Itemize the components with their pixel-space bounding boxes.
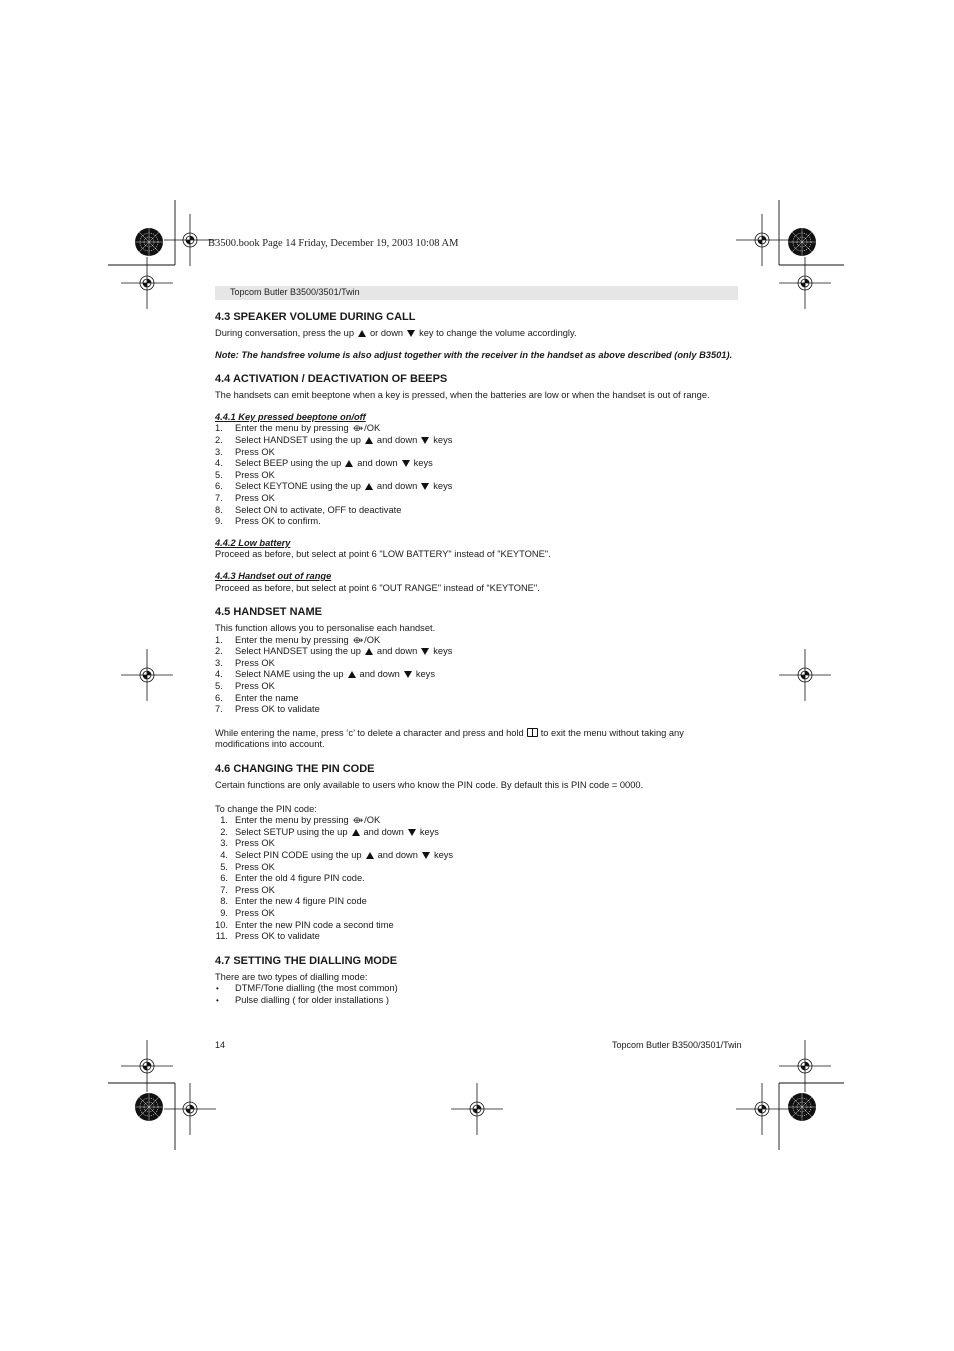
list-item: 9. Press OK to confirm. [215,516,321,527]
page-number: 14 [215,1040,226,1050]
volume-instruction: During conversation, press the up or down key to change the volume accordingly. [215,328,577,338]
running-header-bar [215,286,738,300]
list-item: • Pulse dialling ( for older installations ) [216,994,389,1005]
subsection-title-4-4-1: 4.4.1 Key pressed beeptone on/off [215,411,366,422]
up-arrow-icon [365,437,373,444]
list-item: 8. Enter the new 4 figure PIN code [220,896,367,907]
list-item: 1. Enter the menu by pressing ⟴/OK [215,423,381,434]
beeps-intro: The handsets can emit beeptone when a key is pressed, when the batteries are low or when the handset is out of range. [215,390,710,401]
list-item: 5. Press OK [215,681,275,692]
list-item: 6. Select KEYTONE using the up and down keys [215,481,453,492]
list-item: 3. Press OK [220,838,275,849]
up-arrow-icon [366,852,374,859]
book-header-note: B3500.book Page 14 Friday, December 19, 2003 10:08 AM [208,238,459,249]
down-arrow-icon [407,330,415,337]
list-item: 1. Enter the menu by pressing ⟴/OK [215,634,381,645]
low-battery-text: Proceed as before, but select at point 6 "LOW BATTERY" instead of "KEYTONE". [215,549,551,560]
dialling-modes [215,983,739,1006]
beeptone-steps [215,423,739,527]
down-arrow-icon [402,460,410,467]
up-arrow-icon [348,671,356,678]
phonebook-key-icon [527,728,538,737]
up-arrow-icon [345,460,353,467]
name-entry-hint: While entering the name, press ‘c’ to delete a character and press and hold to exit the menu without taking any modifications into account. [215,727,684,750]
section-title-4-6: 4.6 CHANGING THE PIN CODE [215,763,375,776]
menu-key-icon: ⟴ [352,815,364,826]
pin-lead: To change the PIN code: [215,803,317,814]
up-arrow-icon [358,330,366,337]
list-item: 10. Enter the new PIN code a second time [215,919,394,930]
handsfree-note: Note: The handsfree volume is also adjust together with the receiver in the handset as above described (only B3501). [215,349,733,360]
section-title-4-7: 4.7 SETTING THE DIALLING MODE [215,954,398,967]
list-item: 1. Enter the menu by pressing ⟴/OK [220,815,381,826]
list-item: 4. Select PIN CODE using the up and down keys [220,850,454,860]
list-item: 3. Press OK [215,657,275,668]
handset-name-steps [215,635,739,716]
subsection-title-4-4-2: 4.4.2 Low battery [215,537,291,548]
down-arrow-icon [404,671,412,678]
list-item: 7. Press OK to validate [215,704,320,715]
menu-key-icon: ⟴ [352,423,364,434]
menu-key-icon: ⟴ [352,634,364,645]
section-title-4-5: 4.5 HANDSET NAME [215,606,322,619]
list-item: 5. Press OK [220,861,275,872]
up-arrow-icon [352,829,360,836]
list-item: 5. Press OK [215,469,275,480]
list-item: 7. Press OK [215,492,275,503]
list-item: 11. Press OK to validate [215,931,320,942]
list-item: 2. Select SETUP using the up and down keys [220,826,439,837]
page-body [215,311,739,1007]
out-of-range-text: Proceed as before, but select at point 6 "OUT RANGE" instead of “KEYTONE". [215,582,540,593]
down-arrow-icon [422,852,430,859]
list-item: 4. Select BEEP using the up and down keys [215,458,433,469]
list-item: 6. Enter the old 4 figure PIN code. [220,873,365,884]
list-item: 7. Press OK [220,884,275,895]
list-item: 6. Enter the name [215,692,299,703]
bullet-icon: • [216,984,219,994]
handset-name-intro: This function allows you to personalise each handset. [215,623,436,634]
down-arrow-icon [408,829,416,836]
dialling-intro: There are two types of dialling mode: [215,971,368,982]
list-item: 8. Select ON to activate, OFF to deactivate [215,504,402,515]
section-title-4-3: 4.3 SPEAKER VOLUME DURING CALL [215,311,416,323]
down-arrow-icon [421,483,429,490]
list-item: 4. Select NAME using the up and down keys [215,669,435,680]
pin-steps [215,815,739,943]
bullet-icon: • [216,995,219,1005]
list-item: 9. Press OK [220,907,275,918]
section-title-4-4: 4.4 ACTIVATION / DEACTIVATION OF BEEPS [215,373,448,386]
down-arrow-icon [421,437,429,444]
list-item: • DTMF/Tone dialling (the most common) [216,983,398,994]
up-arrow-icon [365,648,373,655]
up-arrow-icon [365,483,373,490]
list-item: 2. Select HANDSET using the up and down keys [215,646,453,657]
down-arrow-icon [421,648,429,655]
pin-intro: Certain functions are only available to users who know the PIN code. By default this is PIN code = 0000. [215,780,644,791]
subsection-title-4-4-3: 4.4.3 Handset out of range [215,570,332,581]
list-item: 3. Press OK [215,446,275,457]
footer-product: Topcom Butler B3500/3501/Twin [612,1040,742,1050]
list-item: 2. Select HANDSET using the up and down keys [215,434,453,445]
running-header-text: Topcom Butler B3500/3501/Twin [230,287,360,297]
